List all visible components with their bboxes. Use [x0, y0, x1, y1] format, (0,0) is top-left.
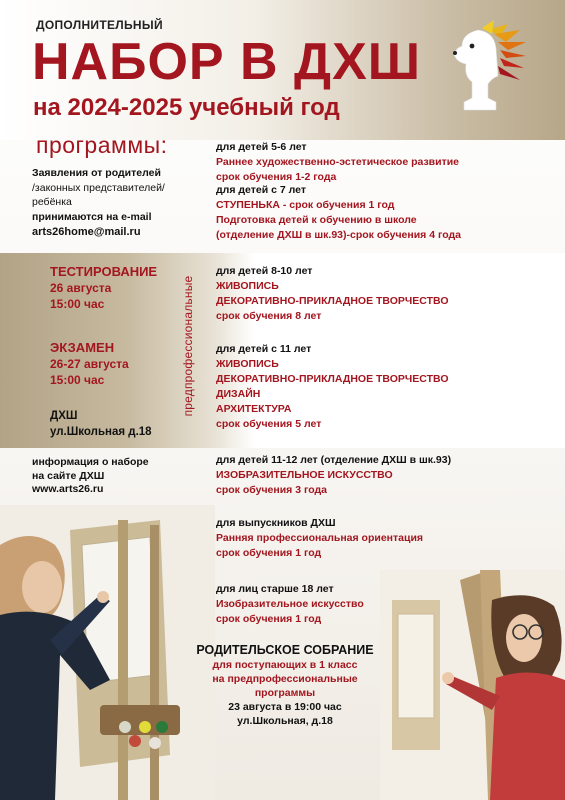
exam-time: 15:00 час — [50, 373, 105, 387]
program-line: ЖИВОПИСЬ — [216, 358, 279, 370]
program-age: для детей с 11 лет — [216, 343, 312, 355]
program-line: Раннее художественно-эстетическое развитие — [216, 156, 460, 168]
exam-block — [50, 340, 129, 388]
location-line-1: ДХШ — [50, 410, 78, 422]
info-line-2: на сайте ДХШ — [32, 469, 105, 482]
application-line-4: принимаются на e-mail — [32, 210, 152, 223]
application-line-1: Заявления от родителей — [32, 167, 161, 179]
meeting-line-2: на предпрофессиональные — [212, 673, 358, 685]
program-line: срок обучения 1 год — [216, 547, 322, 559]
testing-block — [50, 264, 157, 312]
program-age: для детей 8-10 лет — [216, 265, 313, 277]
program-line: Изобразительное искусство — [216, 598, 364, 610]
program-block — [216, 342, 561, 432]
meeting-line-3: программы — [254, 687, 316, 699]
info-line-1: информация о наборе — [32, 456, 149, 468]
program-block — [216, 183, 561, 243]
program-line: срок обучения 5 лет — [216, 418, 322, 430]
program-age: для лиц старше 18 лет — [216, 583, 334, 595]
application-line-2: /законных представителей/ — [32, 181, 165, 194]
exam-date: 26-27 августа — [50, 357, 129, 371]
program-line: срок обучения 1-2 года — [216, 171, 337, 183]
meeting-line-4: 23 августа в 19:00 час — [228, 701, 342, 713]
parent-meeting-block — [160, 642, 410, 728]
program-line: срок обучения 1 год — [216, 613, 322, 625]
website-link[interactable]: www.arts26.ru — [32, 483, 104, 495]
program-line: ДЕКОРАТИВНО-ПРИКЛАДНОЕ ТВОРЧЕСТВО — [216, 295, 449, 307]
program-line: ДЕКОРАТИВНО-ПРИКЛАДНОЕ ТВОРЧЕСТВО — [216, 373, 449, 385]
program-line: СТУПЕНЬКА - срок обучения 1 год — [216, 199, 395, 211]
preprofessional-label: предпрофессиональные — [181, 275, 195, 417]
location-line-2: ул.Школьная д.18 — [50, 426, 152, 438]
program-block — [216, 453, 561, 498]
program-line: ДИЗАЙН — [216, 388, 261, 400]
program-age: для выпускников ДХШ — [216, 517, 336, 529]
testing-title: ТЕСТИРОВАНИЕ — [50, 264, 158, 279]
testing-date: 26 августа — [50, 281, 112, 295]
program-block — [216, 140, 561, 185]
application-email[interactable]: arts26home@mail.ru — [32, 226, 141, 238]
program-line: ЖИВОПИСЬ — [216, 280, 279, 292]
program-line: АРХИТЕКТУРА — [216, 403, 292, 415]
program-age: для детей 11-12 лет (отделение ДХШ в шк.93) — [216, 454, 452, 466]
program-line: срок обучения 8 лет — [216, 310, 322, 322]
programs-label: программы: — [36, 132, 168, 158]
testing-time: 15:00 час — [50, 297, 105, 311]
program-age: для детей 5-6 лет — [216, 141, 307, 153]
program-line: Ранняя профессиональная ориентация — [216, 532, 424, 544]
meeting-line-1: для поступающих в 1 класс — [212, 659, 358, 671]
program-block — [216, 264, 561, 324]
program-line: ИЗОБРАЗИТЕЛЬНОЕ ИСКУССТВО — [216, 469, 393, 481]
header-subtitle: ДОПОЛНИТЕЛЬНЫЙ — [36, 18, 163, 32]
page-title: НАБОР В ДХШ — [32, 33, 422, 91]
year-line: на 2024-2025 учебный год — [33, 94, 340, 121]
meeting-line-5: ул.Школьная, д.18 — [237, 715, 333, 727]
program-age: для детей с 7 лет — [216, 184, 306, 196]
program-line: Подготовка детей к обучению в школе — [216, 214, 417, 226]
info-block — [32, 456, 149, 497]
application-note — [32, 166, 165, 240]
hedgehog-logo-icon — [448, 20, 528, 112]
program-line: (отделение ДХШ в шк.93)-срок обучения 4 года — [216, 229, 461, 241]
application-line-3: ребёнка — [32, 196, 72, 208]
location-block — [50, 408, 152, 440]
meeting-title: РОДИТЕЛЬСКОЕ СОБРАНИЕ — [196, 643, 374, 657]
program-line: срок обучения 3 года — [216, 484, 327, 496]
program-block — [216, 516, 561, 561]
exam-title: ЭКЗАМЕН — [50, 340, 115, 355]
